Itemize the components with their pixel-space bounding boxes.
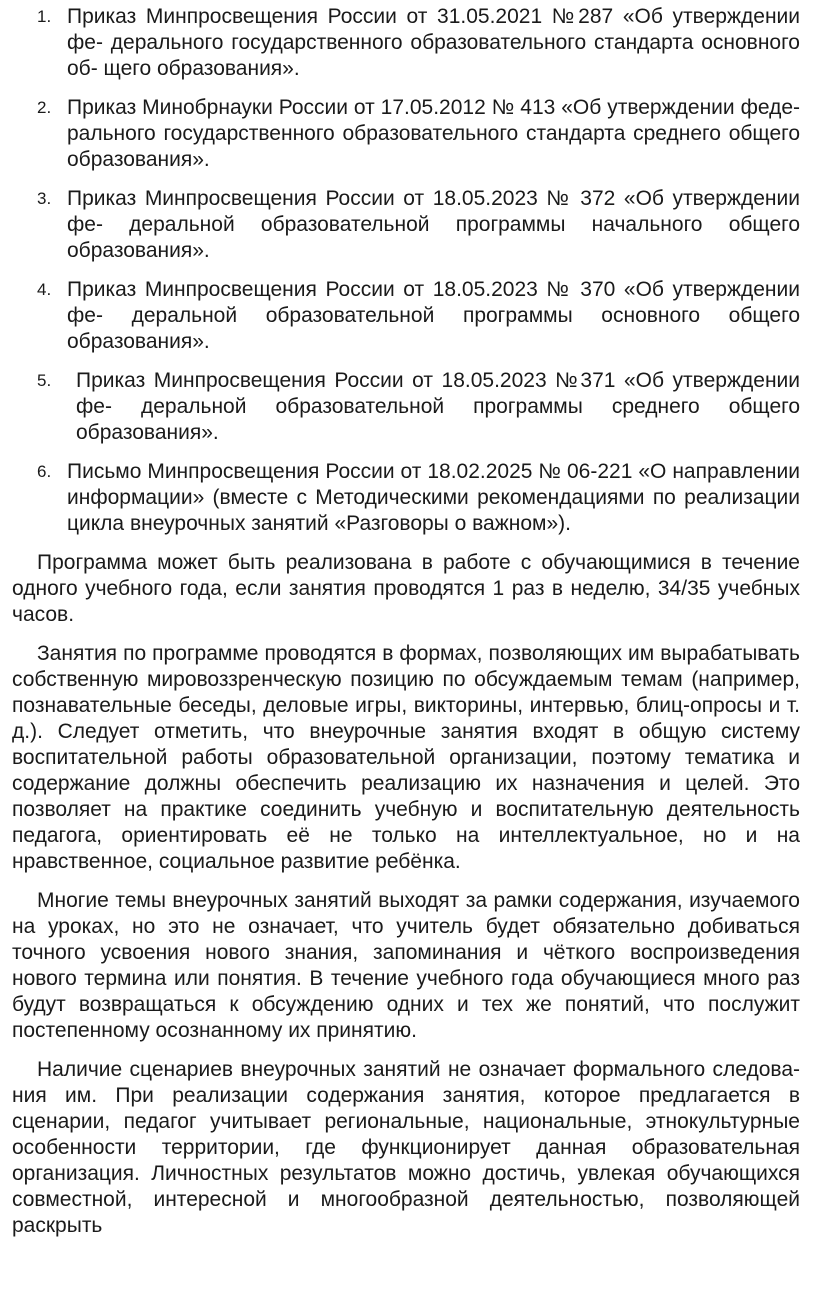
list-item-text: Письмо Минпросвещения России от 18.02.2025 № 06-221 «О направлении информации» (вместе с Методическими рекомендациями по реализации цикла внеурочных занятий «Разговоры о важном»). bbox=[67, 460, 800, 535]
paragraph-topics: Многие темы внеурочных занятий выходят за рамки содержания, изучаемого на уроках, но это не означает, что учитель будет обязательно добиваться точного усвоения нового знания, запоминания и чёткого воспроизведения нового термина или понятия. В течение учебного года обучающиеся много раз будут возвращаться к обсуждению одних и тех же понятий, что послужит постепенному осознанному их принятию. bbox=[12, 889, 800, 1042]
list-item-number: 6. bbox=[37, 462, 52, 481]
list-item bbox=[12, 4, 800, 82]
list-item-number: 3. bbox=[37, 189, 52, 208]
list-item bbox=[12, 459, 800, 537]
list-item-text: Приказ Минобрнауки России от 17.05.2012 № 413 «Об утверждении феде- рального государственного образовательного стандарта среднего общего образования». bbox=[67, 96, 800, 171]
list-item bbox=[12, 368, 800, 446]
list-item-number: 1. bbox=[37, 7, 52, 26]
list-item-number: 4. bbox=[37, 280, 52, 299]
list-item-number: 2. bbox=[37, 98, 52, 117]
regulatory-references-list bbox=[12, 4, 800, 537]
list-item-text: Приказ Минпросвещения России от 18.05.2023 № 372 «Об утверждении фе- деральной образовательной программы начального общего образования». bbox=[67, 187, 800, 262]
paragraph-scenarios: Наличие сценариев внеурочных занятий не означает формального следова- ния им. При реализации содержания занятия, которое предлагается в сценарии, педагог учитывает региональные, национальные, этнокультурные особенности территории, где функционирует данная образовательная организация. Личностных результатов можно достичь, увлекая обучающихся совместной, интересной и многообразной деятельностью, позволяющей раскрыть bbox=[12, 1058, 800, 1237]
list-item-text: Приказ Минпросвещения России от 18.05.2023 № 370 «Об утверждении фе- деральной образовательной программы основного общего образования». bbox=[67, 278, 800, 353]
list-item-number: 5. bbox=[37, 371, 52, 390]
paragraph-duration: Программа может быть реализована в работе с обучающимися в течение одного учебного года, если занятия проводятся 1 раз в неделю, 34/35 учебных часов. bbox=[12, 551, 800, 626]
document-page bbox=[12, 4, 800, 1239]
list-item-text: Приказ Минпросвещения России от 18.05.2023 №371 «Об утверждении фе- деральной образовательной программы среднего общего образования». bbox=[76, 369, 800, 444]
list-item bbox=[12, 95, 800, 173]
list-item bbox=[12, 186, 800, 264]
paragraph-forms: Занятия по программе проводятся в формах, позволяющих им вырабатывать собственную мировоззренческую позицию по обсуждаемым темам (например, познавательные беседы, деловые игры, викторины, интервью, блиц-опросы и т. д.). Следует отметить, что внеурочные занятия входят в общую систему воспитательной работы образовательной организации, поэтому тематика и содержание должны обеспечить реализацию их назначения и целей. Это позволяет на практике соединить учебную и воспитательную деятельность педагога, ориентировать её не только на интеллектуальное, но и на нравственное, социальное развитие ребёнка. bbox=[12, 642, 800, 873]
list-item-text: Приказ Минпросвещения России от 31.05.2021 №287 «Об утверждении фе- дерального государственного образовательного стандарта основного об- щего образования». bbox=[67, 5, 800, 80]
list-item bbox=[12, 277, 800, 355]
